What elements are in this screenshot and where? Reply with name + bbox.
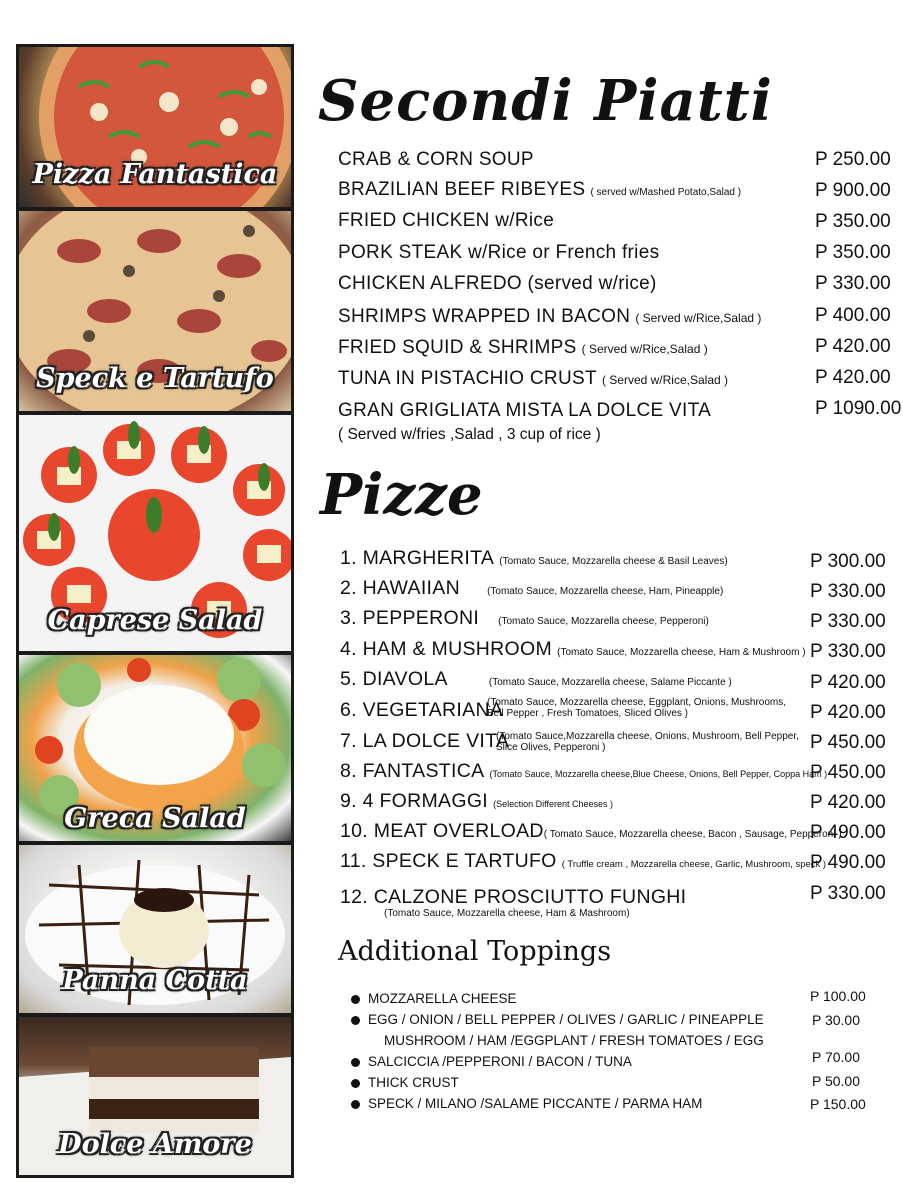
item-price: P 400.00 <box>815 305 891 326</box>
photo-dolce-amore <box>19 1017 291 1175</box>
menu-item <box>340 730 509 753</box>
item-name: GRAN GRIGLIATA MISTA LA DOLCE VITA <box>338 400 712 421</box>
item-name: PORK STEAK w/Rice or French fries <box>338 242 660 263</box>
item-name: 1. MARGHERITA <box>340 547 495 569</box>
topping-price: P 70.00 <box>812 1049 861 1065</box>
menu-item <box>338 210 554 232</box>
item-description: ( Served w/Rice,Salad ) <box>635 311 762 325</box>
menu-item <box>338 149 534 171</box>
item-description: ( Served w/Rice,Salad ) <box>601 373 728 387</box>
topping-name: SALCICCIA /PEPPERONI / BACON / TUNA <box>368 1054 632 1069</box>
item-price: P 450.00 <box>810 732 886 753</box>
item-name: FRIED CHICKEN w/Rice <box>338 210 555 231</box>
topping-price: P 100.00 <box>810 988 866 1004</box>
item-description <box>487 697 786 719</box>
item-price: P 300.00 <box>810 551 886 572</box>
item-price: P 330.00 <box>815 273 891 294</box>
item-price: P 350.00 <box>815 242 891 263</box>
item-name: BRAZILIAN BEEF RIBEYES <box>338 179 586 200</box>
item-name: 3. PEPPERONI <box>340 607 480 629</box>
item-description: (Tomato Sauce, Mozzarella cheese, Ham, Pineapple) <box>487 586 724 597</box>
section-title-toppings: Additional Toppings <box>338 936 612 967</box>
photo-caprese-salad <box>19 415 291 651</box>
item-price: P 450.00 <box>810 762 886 783</box>
item-name: SHRIMPS WRAPPED IN BACON <box>338 306 631 327</box>
menu-item <box>340 607 709 630</box>
item-description: ( served w/Mashed Potato,Salad ) <box>590 187 742 198</box>
item-price: P 420.00 <box>810 672 886 693</box>
item-price: P 330.00 <box>810 641 886 662</box>
item-price: P 330.00 <box>810 611 886 632</box>
item-name: 4. HAM & MUSHROOM <box>340 638 553 660</box>
topping-price: P 30.00 <box>812 1012 861 1028</box>
item-note: ( Served w/fries ,Salad , 3 cup of rice ) <box>338 426 601 443</box>
item-name: 8. FANTASTICA <box>340 760 485 782</box>
photo-panna-cotta <box>19 845 291 1013</box>
bullet-icon <box>351 1079 360 1088</box>
item-name: FRIED SQUID & SHRIMPS <box>338 337 577 358</box>
topping-name: THICK CRUST <box>368 1075 459 1090</box>
photo-caption: Pizza Fantastica <box>32 159 278 190</box>
photo-pizza-fantastica <box>19 47 291 207</box>
item-description: ( Served w/Rice,Salad ) <box>581 342 708 356</box>
photo-caption: Panna Cotta <box>62 965 248 996</box>
item-price: P 420.00 <box>815 336 891 357</box>
item-name: 11. SPECK E TARTUFO <box>340 850 557 872</box>
section-title-secondi: Secondi Piatti <box>318 68 773 134</box>
menu-item <box>338 306 761 328</box>
topping-name: SPECK / MILANO /SALAME PICCANTE / PARMA HAM <box>368 1096 703 1111</box>
menu-item <box>338 242 659 264</box>
item-description: (Tomato Sauce, Mozzarella cheese, Salame Piccante ) <box>488 677 732 688</box>
topping-name: MOZZARELLA CHEESE <box>368 991 517 1006</box>
menu-item <box>340 790 613 813</box>
item-price: P 350.00 <box>815 211 891 232</box>
item-description <box>496 731 799 753</box>
item-price: P 900.00 <box>815 180 891 201</box>
bullet-icon <box>351 995 360 1004</box>
item-price: P 1090.00 <box>815 398 902 419</box>
menu-item <box>340 577 723 600</box>
menu-item <box>338 400 711 422</box>
item-description: (Tomato Sauce, Mozzarella cheese,Blue Cheese, Onions, Bell Pepper, Coppa Ham ) <box>489 769 828 779</box>
photo-caption: Greca Salad <box>64 803 246 834</box>
item-name: 12. CALZONE PROSCIUTTO FUNGHI <box>340 886 687 908</box>
item-name: CRAB & CORN SOUP <box>338 149 534 170</box>
item-description-line: (Tomato Sauce, Mozzarella cheese, Eggplant, Onions, Mushrooms, <box>487 697 787 708</box>
menu-item <box>340 668 732 691</box>
topping-name-continued: MUSHROOM / HAM /EGGPLANT / FRESH TOMATOES / EGG <box>384 1033 764 1048</box>
section-title-pizze: Pizze <box>320 462 483 528</box>
menu-item <box>338 368 728 390</box>
item-description: (Selection Different Cheeses ) <box>493 799 614 809</box>
photo-caption: Caprese Salad <box>47 605 263 636</box>
item-description-line: (Tomato Sauce,Mozzarella cheese, Onions, Mushroom, Bell Pepper, <box>496 731 799 742</box>
menu-item <box>338 179 741 201</box>
photo-caption: Speck e Tartufo <box>36 363 274 394</box>
menu-item <box>340 850 826 873</box>
item-description: ( Tomato Sauce, Mozzarella cheese, Bacon , Sausage, Pepperoni ) <box>543 829 842 840</box>
item-name: 10. MEAT OVERLOAD <box>340 820 544 842</box>
bullet-icon <box>351 1058 360 1067</box>
menu-item <box>340 820 842 843</box>
menu-item <box>340 547 728 570</box>
topping-price: P 50.00 <box>812 1073 861 1089</box>
item-price: P 330.00 <box>810 883 886 904</box>
item-name: 7. LA DOLCE VITA <box>340 730 510 752</box>
bullet-icon <box>351 1016 360 1025</box>
item-description: (Tomato Sauce, Mozzarella cheese & Basil Leaves) <box>499 556 728 567</box>
item-price: P 330.00 <box>810 581 886 602</box>
item-name: 5. DIAVOLA <box>340 668 448 690</box>
item-name: 9. 4 FORMAGGI <box>340 790 489 812</box>
item-name: TUNA IN PISTACHIO CRUST <box>338 368 597 389</box>
item-price: P 420.00 <box>810 702 886 723</box>
menu-item <box>340 886 686 909</box>
item-description-line: Bell Pepper , Fresh Tomatoes, Sliced Olives ) <box>487 708 689 719</box>
menu-item <box>340 699 503 722</box>
item-price: P 250.00 <box>815 149 891 170</box>
item-name: CHICKEN ALFREDO (served w/rice) <box>338 273 657 294</box>
photo-caption: Dolce Amore <box>58 1129 252 1160</box>
item-price: P 490.00 <box>810 852 886 873</box>
menu-item <box>340 760 827 783</box>
menu-item <box>338 337 708 359</box>
photo-speck-e-tartufo <box>19 211 291 411</box>
item-description-line: Slice Olives, Pepperoni ) <box>496 742 606 753</box>
item-description: (Tomato Sauce, Mozzarella cheese, Ham & Mushroom ) <box>557 647 806 658</box>
item-description: ( Truffle cream , Mozzarella cheese, Garlic, Mushroom, speck ) <box>561 859 827 870</box>
item-price: P 420.00 <box>815 367 891 388</box>
topping-name: EGG / ONION / BELL PEPPER / OLIVES / GARLIC / PINEAPPLE <box>368 1012 764 1027</box>
item-price: P 420.00 <box>810 792 886 813</box>
photo-strip <box>16 44 294 1178</box>
menu-item <box>340 638 806 661</box>
photo-greca-salad <box>19 655 291 841</box>
item-name: 2. HAWAIIAN <box>340 577 460 599</box>
item-note: (Tomato Sauce, Mozzarella cheese, Ham & Mashroom) <box>384 908 630 919</box>
bullet-icon <box>351 1100 360 1109</box>
item-name: 6. VEGETARIANA <box>340 699 504 721</box>
item-price: P 490.00 <box>810 822 886 843</box>
topping-price: P 150.00 <box>810 1096 866 1112</box>
menu-item <box>338 273 657 295</box>
item-description: (Tomato Sauce, Mozzarella cheese, Pepperoni) <box>498 616 709 627</box>
